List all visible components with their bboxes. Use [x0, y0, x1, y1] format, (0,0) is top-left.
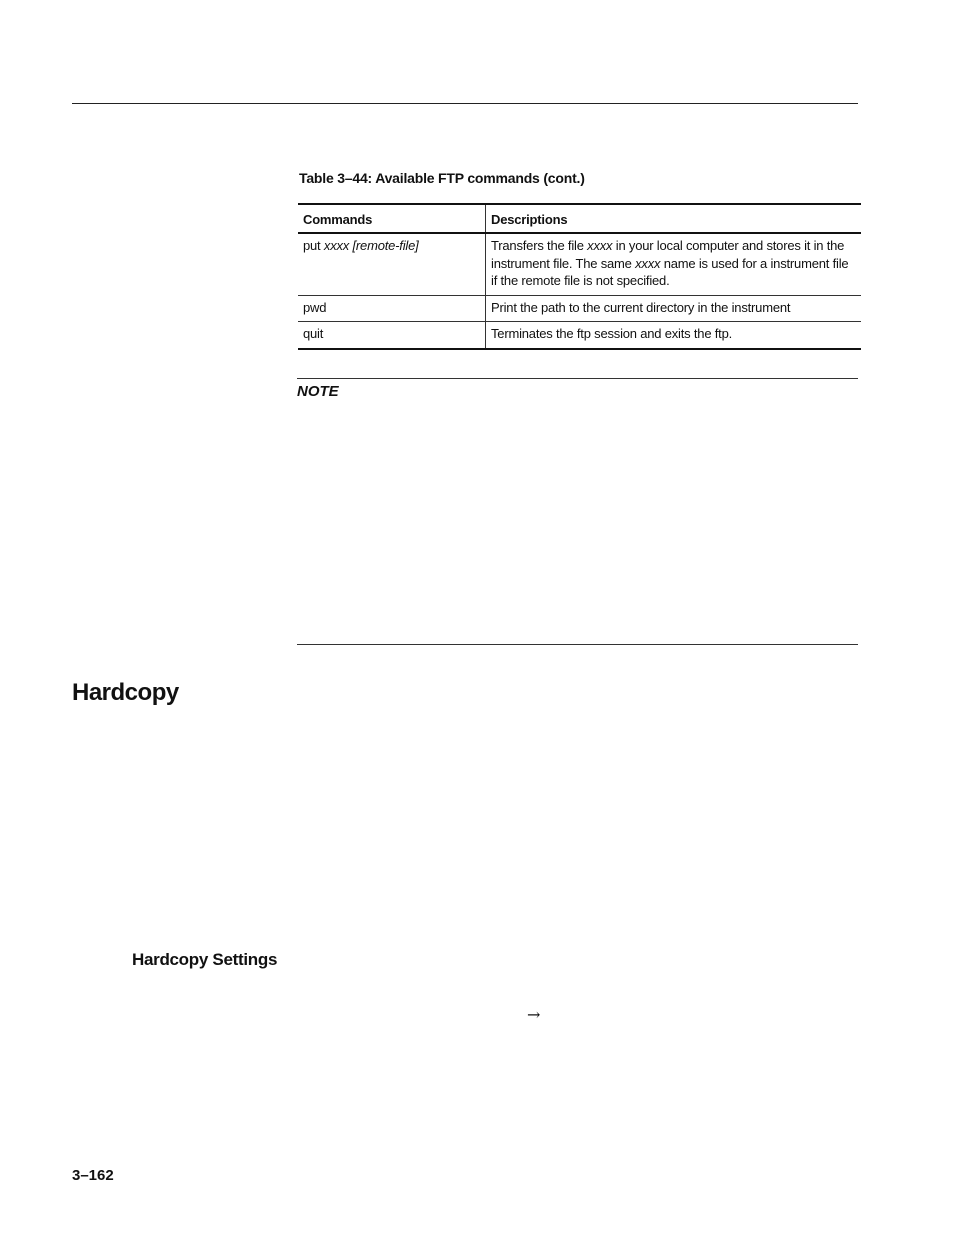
description-text: name is used for a instrument file if the remote file is not specified.: [491, 255, 849, 288]
header-rule: [72, 103, 858, 104]
note-label: NOTE: [297, 383, 339, 400]
description-text: in your local computer and stores it in the instrument file. The same: [491, 238, 845, 271]
table-header-row: [298, 204, 861, 233]
command-cell: quit: [298, 322, 486, 349]
table-row: [298, 233, 861, 295]
section-title: Hardcopy: [72, 679, 179, 706]
command-cell: pwd: [298, 295, 486, 322]
command-arguments: xxxx [remote-file]: [323, 238, 419, 253]
command-cell: [298, 233, 486, 295]
subsection-title: Hardcopy Settings: [132, 950, 278, 969]
column-header-descriptions: Descriptions: [491, 211, 568, 227]
table-caption: Table 3–44: Available FTP commands (cont.): [299, 170, 585, 186]
description-cell: [486, 233, 862, 295]
right-arrow-icon: →: [527, 1005, 541, 1024]
ftp-commands-table: [298, 203, 861, 350]
description-cell: Print the path to the current directory in the instrument: [491, 299, 791, 315]
table-row: [298, 322, 861, 349]
description-text: Transfers the file: [491, 238, 588, 253]
description-italic: xxxx: [587, 238, 613, 253]
column-header-commands: Commands: [298, 204, 486, 233]
description-cell: Terminates the ftp session and exits the ftp.: [491, 326, 733, 341]
table-row: [298, 295, 861, 322]
page-number: 3–162: [72, 1167, 114, 1184]
description-italic: xxxx: [635, 255, 661, 271]
note-top-rule: [297, 378, 858, 379]
note-bottom-rule: [297, 644, 858, 645]
command-name: put: [303, 238, 324, 253]
